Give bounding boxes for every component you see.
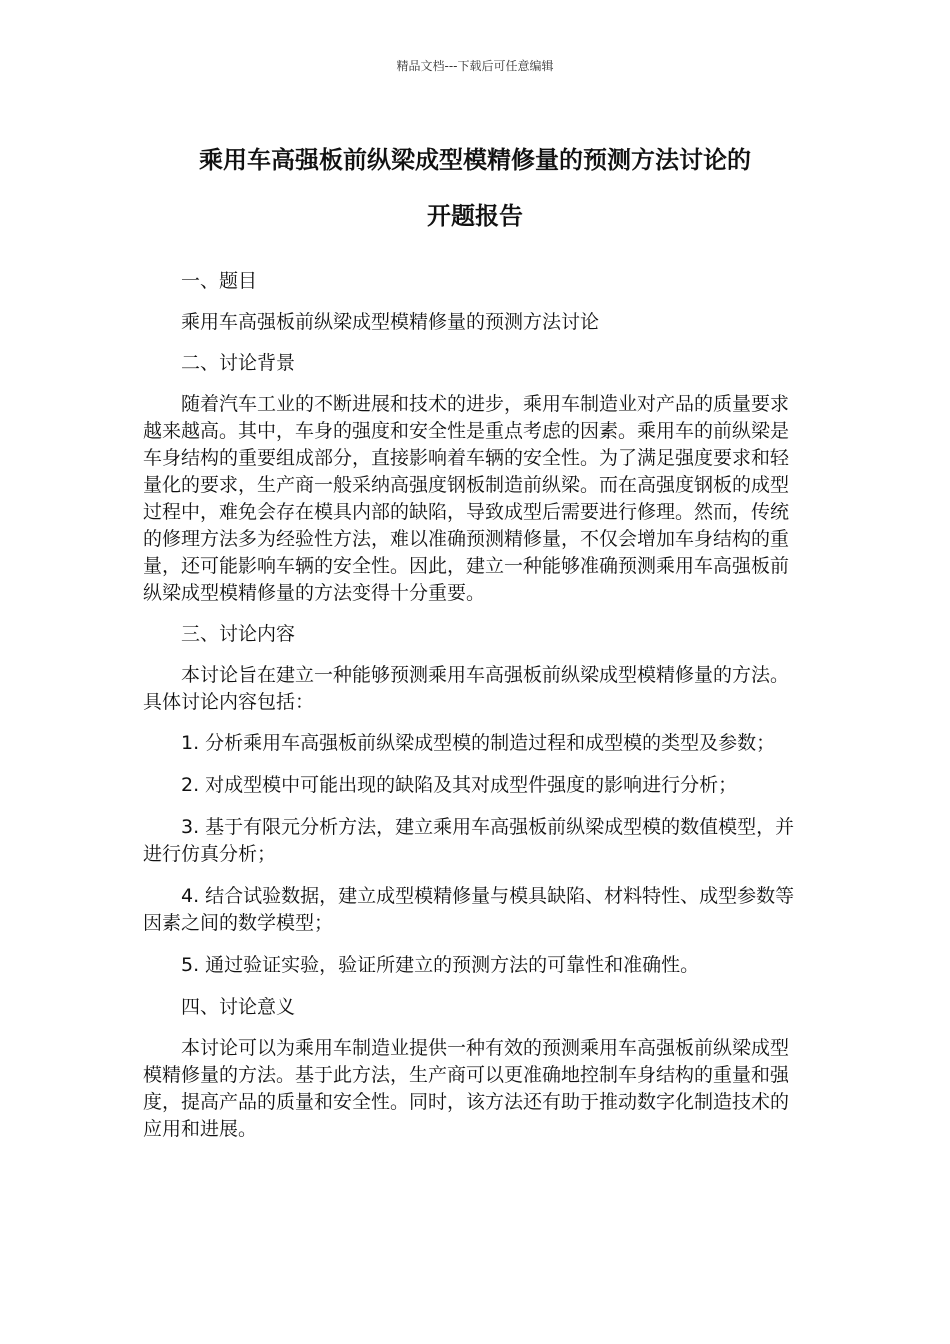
- list-item: 5. 通过验证实验，验证所建立的预测方法的可靠性和准确性。: [181, 954, 700, 976]
- page-header: 精品文档---下载后可任意编辑: [396, 59, 554, 73]
- title-line-1: 乘用车高强板前纵梁成型模精修量的预测方法讨论的: [199, 146, 751, 174]
- title-line-2: 开题报告: [427, 202, 523, 230]
- section-heading-significance: 四、讨论意义: [181, 996, 296, 1018]
- section-heading-topic: 一、题目: [181, 270, 258, 292]
- list-item: 3. 基于有限元分析方法，建立乘用车高强板前纵梁成型模的数值模型，并进行仿真分析；: [143, 816, 795, 865]
- significance-paragraph: 本讨论可以为乘用车制造业提供一种有效的预测乘用车高强板前纵梁成型模精修量的方法。基于此方法，生产商可以更准确地控制车身结构的重量和强度，提高产品的质量和安全性。同时，该方法还有助于推动数字化制造技术的应用和进展。: [143, 1037, 790, 1140]
- document-title: [140, 132, 810, 244]
- section-heading-content: 三、讨论内容: [181, 623, 296, 645]
- section-heading-background: 二、讨论背景: [181, 352, 296, 374]
- list-item: 4. 结合试验数据，建立成型模精修量与模具缺陷、材料特性、成型参数等因素之间的数学模型；: [143, 885, 795, 934]
- list-item: 2. 对成型模中可能出现的缺陷及其对成型件强度的影响进行分析；: [181, 774, 738, 796]
- topic-text: 乘用车高强板前纵梁成型模精修量的预测方法讨论: [181, 311, 600, 333]
- list-item: 1. 分析乘用车高强板前纵梁成型模的制造过程和成型模的类型及参数；: [181, 732, 776, 754]
- content-intro-paragraph: 本讨论旨在建立一种能够预测乘用车高强板前纵梁成型模精修量的方法。具体讨论内容包括：: [143, 664, 790, 713]
- background-paragraph: 随着汽车工业的不断进展和技术的进步，乘用车制造业对产品的质量要求越来越高。其中，车身的强度和安全性是重点考虑的因素。乘用车的前纵梁是车身结构的重要组成部分，直接影响着车辆的安全性。为了满足强度要求和轻量化的要求，生产商一般采纳高强度钢板制造前纵梁。而在高强度钢板的成型过程中，难免会存在模具内部的缺陷，导致成型后需要进行修理。然而，传统的修理方法多为经验性方法，难以准确预测精修量，不仅会增加车身结构的重量，还可能影响车辆的安全性。因此，建立一种能够准确预测乘用车高强板前纵梁成型模精修量的方法变得十分重要。: [143, 393, 790, 604]
- document-body: [143, 268, 803, 1157]
